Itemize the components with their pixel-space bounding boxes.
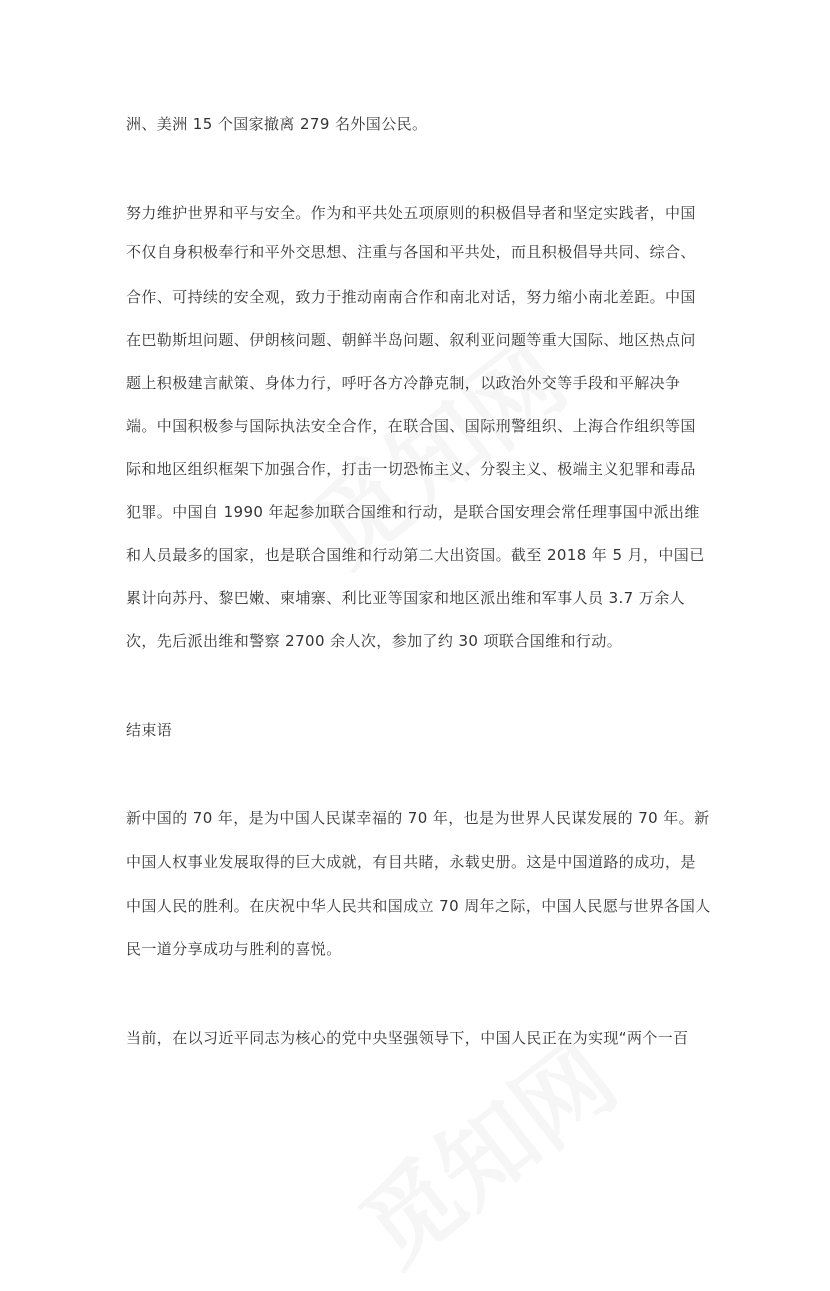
text-line: 端。中国积极参与国际执法安全合作，在联合国、国际刑警组织、上海合作组织等国 (126, 417, 696, 435)
text-line: 不仅自身积极奉行和平外交思想、注重与各国和平共处，而且积极倡导共同、综合、 (126, 243, 696, 261)
text-line: 际和地区组织框架下加强合作，打击一切恐怖主义、分裂主义、极端主义犯罪和毒品 (126, 460, 696, 478)
text-line: 次，先后派出维和警察 2700 余人次，参加了约 30 项联合国维和行动。 (126, 632, 623, 650)
text-line: 新中国的 70 年，是为中国人民谋幸福的 70 年，也是为世界人民谋发展的 70 年。新 (126, 809, 710, 827)
section-heading: 结束语 (126, 721, 173, 739)
text-line: 民一道分享成功与胜利的喜悦。 (126, 940, 342, 958)
watermark-mark (328, 1006, 639, 1291)
text-line: 洲、美洲 15 个国家撤离 279 名外国公民。 (126, 115, 428, 133)
text-line: 当前，在以习近平同志为核心的党中央坚强领导下，中国人民正在为实现“两个一百 (126, 1029, 689, 1047)
text-line: 累计向苏丹、黎巴嫩、柬埔寨、利比亚等国家和地区派出维和军事人员 3.7 万余人 (126, 589, 685, 607)
text-line: 努力维护世界和平与安全。作为和平共处五项原则的积极倡导者和坚定实践者，中国 (126, 204, 696, 222)
text-line: 中国人权事业发展取得的巨大成就，有目共睹，永载史册。这是中国道路的成功，是 (126, 853, 696, 871)
text-line: 在巴勒斯坦问题、伊朗核问题、朝鲜半岛问题、叙利亚问题等重大国际、地区热点问 (126, 331, 696, 349)
text-line: 和人员最多的国家，也是联合国维和行动第二大出资国。截至 2018 年 5 月，中国已 (126, 546, 705, 564)
text-line: 题上积极建言献策、身体力行，呼吁各方冷静克制，以政治外交等手段和平解决争 (126, 374, 681, 392)
text-line: 犯罪。中国自 1990 年起参加联合国维和行动，是联合国安理会常任理事国中派出维 (126, 503, 700, 521)
text-line: 中国人民的胜利。在庆祝中华人民共和国成立 70 周年之际，中国人民愿与世界各国人 (126, 897, 711, 915)
text-line: 合作、可持续的安全观，致力于推动南南合作和南北对话，努力缩小南北差距。中国 (126, 288, 696, 306)
